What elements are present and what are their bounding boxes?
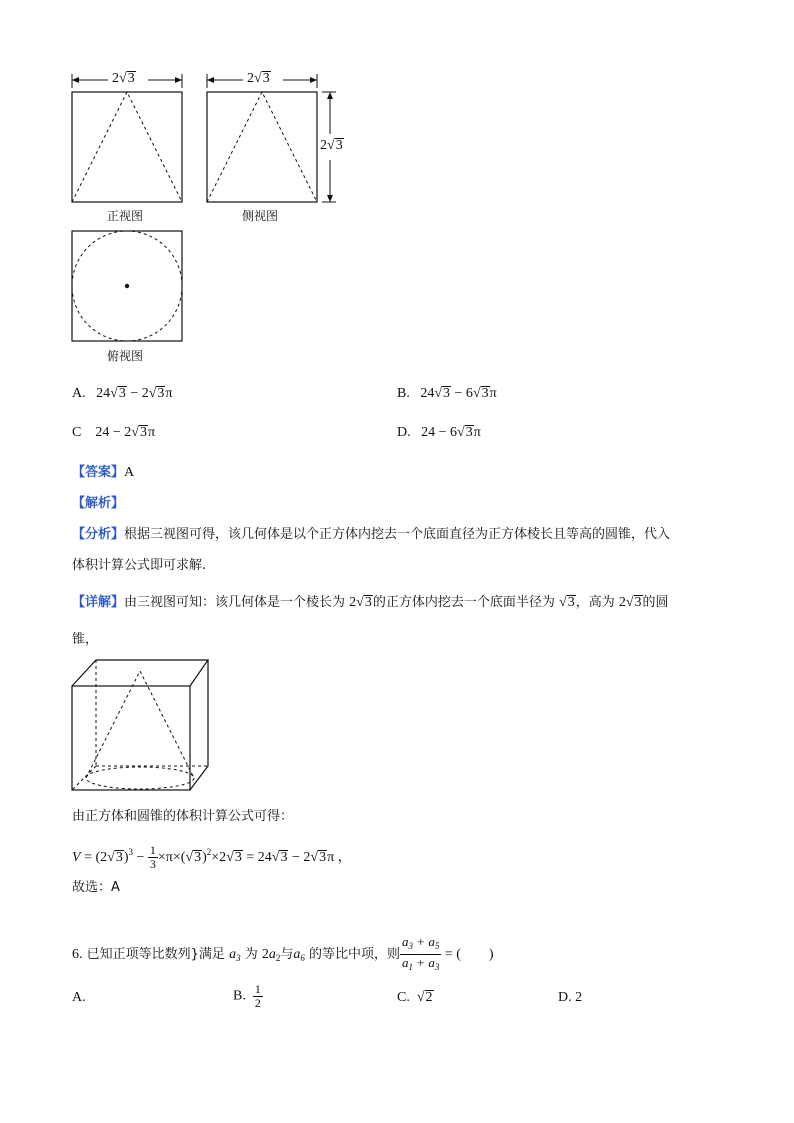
answer-label: 【答案】 xyxy=(72,465,125,480)
top-view xyxy=(72,231,182,341)
q6-option-c[interactable]: C. √2 xyxy=(397,990,433,1005)
radical-sign: √ xyxy=(356,595,364,610)
answer-line xyxy=(72,464,134,482)
xiangjie-line-2: 锥， xyxy=(72,632,99,647)
side-view-label: 侧视图 xyxy=(242,209,279,223)
front-view-label: 正视图 xyxy=(107,209,144,223)
radical-sign: √ xyxy=(185,850,194,865)
question-6: 6. 已知正项等比数列}满足 $a_3$ 为 $2a_2$与$a_6$ 的等比中项，则 $\frac{a_3 + a_5}{a_1 + a_3}$ = ( ) xyxy=(72,934,494,975)
radical-sign: √ xyxy=(327,138,335,153)
cube-cone-figure xyxy=(66,654,216,796)
fenxi-label: 【分析】 xyxy=(72,527,125,542)
radical-sign: √ xyxy=(110,386,118,401)
radical-sign: √ xyxy=(107,850,115,865)
front-dim-label: 2√3 xyxy=(112,71,135,86)
radical-sign: √ xyxy=(472,386,481,401)
option-c[interactable]: C 24 − 2√3π xyxy=(72,425,156,440)
radical-sign: √ xyxy=(457,425,465,440)
radical-sign: √ xyxy=(271,850,280,865)
xiangjie-label: 【详解】 xyxy=(72,595,125,610)
radical-sign: √ xyxy=(625,595,634,610)
analysis-label: 【解析】 xyxy=(72,496,125,511)
fenxi-line-1: 【分析】根据三视图可得，该几何体是以个正方体内挖去一个底面直径为正方体棱长且等高的圆锥，代入 xyxy=(72,527,671,542)
radical-sign: √ xyxy=(559,595,567,610)
option-a[interactable]: A. 24√3 − 2√3π xyxy=(72,386,173,401)
radical-sign: √ xyxy=(148,386,157,401)
three-views-figure xyxy=(60,60,360,375)
fenxi-line-2: 体积计算公式即可求解. xyxy=(72,558,207,573)
volume-formula: $V = (2√3)^3$ − $\frac{1}{3}$ $\times\pi\times(√3)^2\times 2√3 = 24√3 - 2√3\pi$ ， xyxy=(72,843,352,872)
radical-sign: √ xyxy=(131,425,139,440)
radical-sign: √ xyxy=(254,71,262,86)
q6-fraction: $\frac{a_3 + a_5}{a_1 + a_3}$ xyxy=(402,934,440,972)
xiangjie-line-1: 【详解】由三视图可知：该几何体是一个棱长为 2√3的正方体内挖去一个底面半径为 √3，高为 2√3的圆 xyxy=(72,595,669,610)
radical-sign: √ xyxy=(310,850,319,865)
radical-sign: √ xyxy=(119,71,127,86)
option-b[interactable]: B. 24√3 − 6√3π xyxy=(397,386,497,401)
option-d[interactable]: D. 24 − 6√3π xyxy=(397,425,481,440)
radical-sign: √ xyxy=(226,850,234,865)
answer-value: A xyxy=(124,465,135,480)
side-dim-right-label: 2√3 xyxy=(320,138,343,153)
top-view-label: 俯视图 xyxy=(107,349,144,363)
q6-option-b[interactable]: B. $\frac{1}{2}$ xyxy=(233,982,261,1010)
side-dim-top-label: 2√3 xyxy=(247,71,270,86)
analysis-line xyxy=(72,495,124,513)
q6-option-d[interactable]: D. 2 xyxy=(558,990,583,1005)
radical-sign: √ xyxy=(434,386,443,401)
q6-option-a[interactable]: A. xyxy=(72,990,86,1005)
choice-line: 故选：A xyxy=(72,880,120,895)
formula-intro: 由正方体和圆锥的体积计算公式可得： xyxy=(72,809,294,824)
front-view xyxy=(72,74,182,202)
side-view xyxy=(207,74,336,202)
